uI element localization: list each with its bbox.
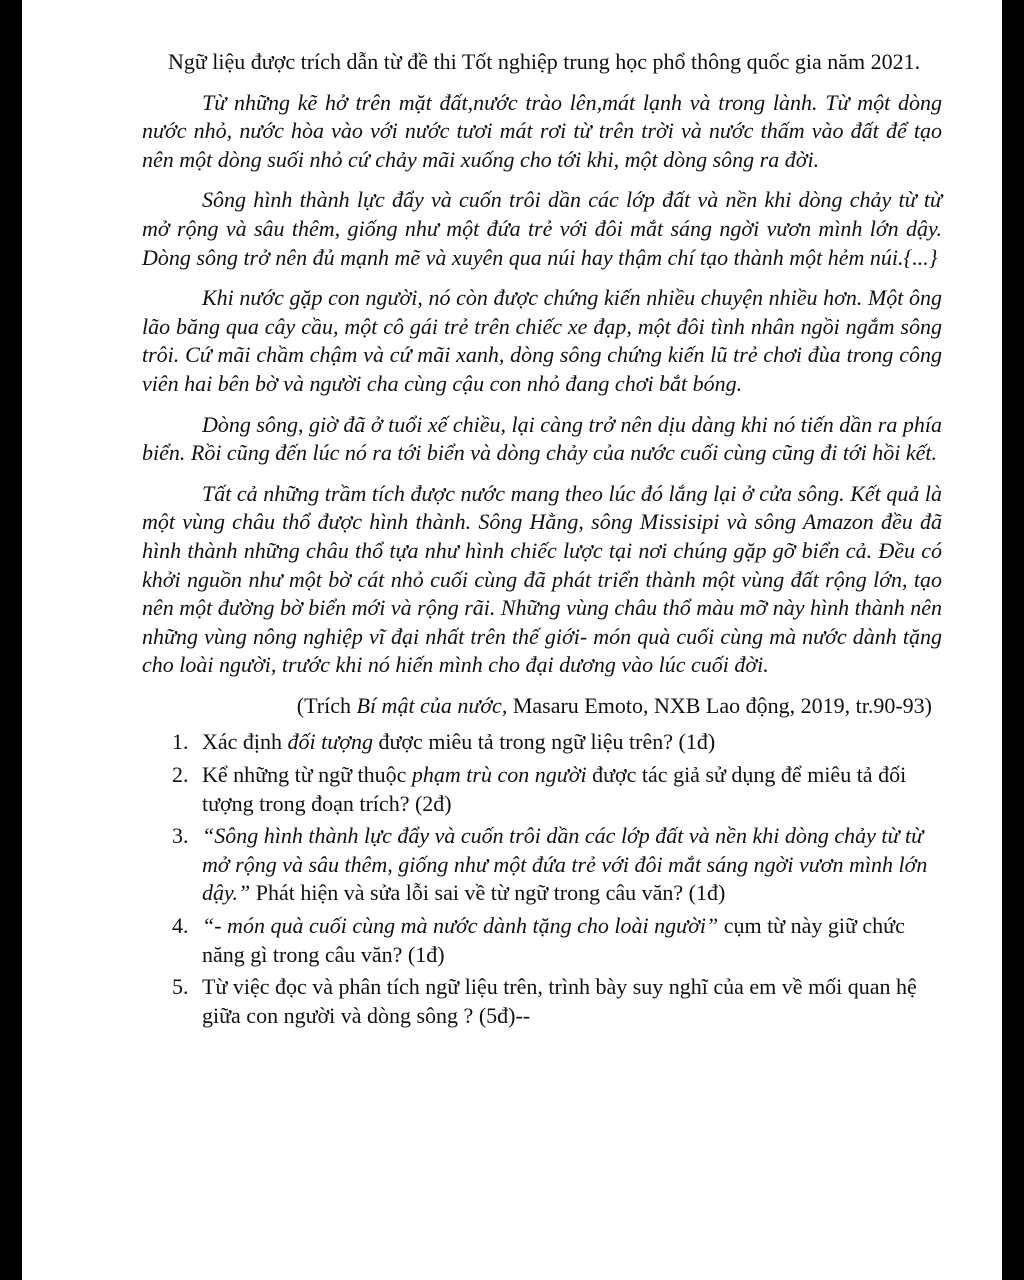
- excerpt-paragraph-1: Từ những kẽ hở trên mặt đất,nước trào lên,mát lạnh và trong lành. Từ một dòng nước nhỏ, nước hòa vào với nước tươi mát rơi từ trên trời và nước thấm vào đất để tạo nên một dòng suối nhỏ cứ chảy mãi xuống cho tới khi, một dòng sông ra đời.: [142, 89, 942, 172]
- excerpt-paragraph-5: Tất cả những trầm tích được nước mang theo lúc đó lắng lại ở cửa sông. Kết quả là một vùng châu thổ được hình thành. Sông Hằng, sông Missisipi và sông Amazon đều đã hình thành những châu thổ tựa như hình chiếc lược tại nơi chúng gặp gỡ biển cả. Đều có khởi nguồn như một bờ cát nhỏ cuối cùng đã phát triển thành một vùng đất rộng lớn, tạo nên một đường bờ biển mới và rộng rãi. Những vùng châu thổ màu mỡ này hình thành nên những vùng nông nghiệp vĩ đại nhất trên thế giới- món quà cuối cùng mà nước dành tặng cho loài người, trước khi nó hiến mình cho đại dương vào lúc cuối đời.: [142, 480, 942, 678]
- question-text-tail: được tác giả sử dụng để miêu tả đối tượng trong đoạn trích? (2đ): [202, 762, 907, 816]
- question-list: [142, 728, 942, 1030]
- intro-text: Ngữ liệu được trích dẫn từ đề thi Tốt nghiệp trung học phổ thông quốc gia năm 2021.: [168, 49, 921, 74]
- excerpt-paragraph-2: Sông hình thành lực đẩy và cuốn trôi dần các lớp đất và nền khi dòng chảy từ từ mở rộng và sâu thêm, giống như một đứa trẻ với đôi mắt sáng ngời vươn mình lớn dậy. Dòng sông trở nên đủ mạnh mẽ và xuyên qua núi hay thậm chí tạo thành một hẻm núi.{...}: [142, 187, 942, 270]
- question-number: 2.: [172, 762, 189, 788]
- question-item: [142, 761, 942, 818]
- question-number: 1.: [172, 729, 189, 755]
- document-content: [142, 48, 942, 1034]
- question-item: [142, 728, 942, 757]
- question-item: [142, 973, 942, 1030]
- question-emphasis: “- món quà cuối cùng mà nước dành tặng cho loài người”: [202, 913, 719, 939]
- question-item: [142, 912, 942, 969]
- excerpt-paragraph-4: Dòng sông, giờ đã ở tuổi xế chiều, lại càng trở nên dịu dàng khi nó tiến dần ra phía biển. Rồi cũng đến lúc nó ra tới biển và dòng chảy của nước cuối cùng cũng đi tới hồi kết.: [142, 411, 942, 466]
- question-emphasis: phạm trù con người: [411, 762, 587, 788]
- citation-rest: Masaru Emoto, NXB Lao động, 2019, tr.90-93): [507, 692, 932, 718]
- question-item: [142, 822, 942, 908]
- question-number: 5.: [172, 974, 189, 1000]
- question-text: Xác định: [202, 729, 288, 755]
- question-text-tail: cụm từ này giữ chức năng gì trong câu văn? (1đ): [202, 913, 905, 967]
- question-emphasis: “Sông hình thành lực đẩy và cuốn trôi dần các lớp đất và nền khi dòng chảy từ từ mở rộng và sâu thêm, giống như một đứa trẻ với đôi mắt sáng ngời vươn mình lớn dậy.”: [202, 823, 928, 906]
- question-number: 4.: [172, 913, 189, 939]
- question-text-tail: được miêu tả trong ngữ liệu trên? (1đ): [373, 729, 716, 755]
- question-text-tail: Phát hiện và sửa lỗi sai về từ ngữ trong câu văn? (1đ): [250, 880, 726, 906]
- citation: [142, 692, 942, 721]
- citation-open: (Trích: [296, 692, 357, 718]
- document-page: [22, 0, 1002, 1280]
- question-emphasis: đối tượng: [287, 729, 373, 755]
- question-number: 3.: [172, 823, 189, 849]
- question-text: Từ việc đọc và phân tích ngữ liệu trên, trình bày suy nghĩ của em về mối quan hệ giữa con người và dòng sông ? (5đ)--: [202, 974, 917, 1028]
- excerpt-paragraph-3: Khi nước gặp con người, nó còn được chứng kiến nhiều chuyện nhiều hơn. Một ông lão băng qua cây cầu, một cô gái trẻ trên chiếc xe đạp, một đôi tình nhân ngồi ngắm sông trôi. Cứ mãi chầm chậm và cứ mãi xanh, dòng sông chứng kiến lũ trẻ chơi đùa trong công viên hai bên bờ và người cha cùng cậu con nhỏ đang chơi bắt bóng.: [142, 285, 942, 396]
- question-text: Kể những từ ngữ thuộc: [202, 762, 412, 788]
- citation-book-title: Bí mật của nước,: [356, 692, 508, 718]
